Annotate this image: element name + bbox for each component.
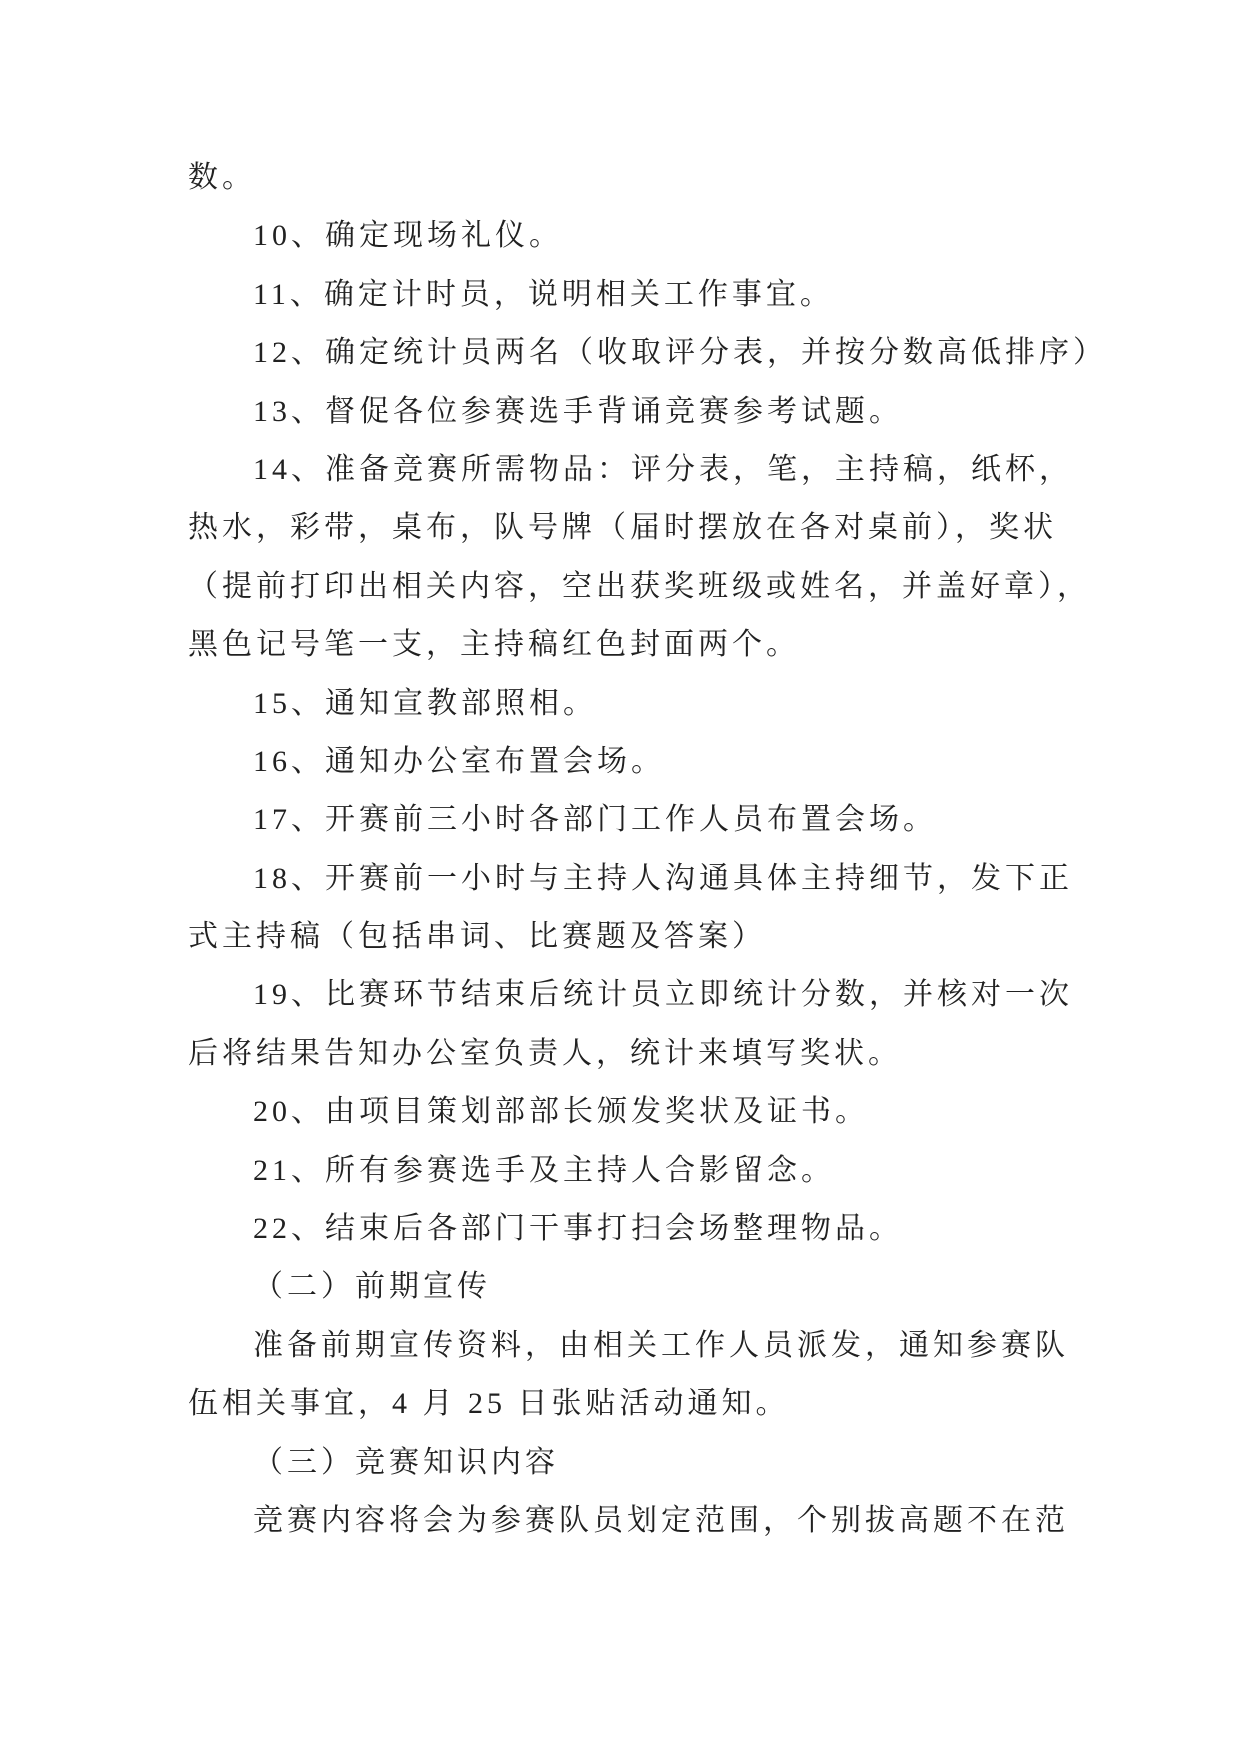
text-line: 21、所有参赛选手及主持人合影留念。 [253, 1153, 835, 1187]
text-line: 22、结束后各部门干事打扫会场整理物品。 [253, 1212, 903, 1246]
document-text-block [188, 149, 1107, 1550]
text-line: 20、由项目策划部部长颁发奖状及证书。 [253, 1095, 869, 1129]
text-line: 式主持稿（包括串词、比赛题及答案） [188, 920, 766, 954]
text-line: 热水，彩带，桌布，队号牌（届时摆放在各对桌前），奖状 [188, 511, 1057, 545]
text-line: 准备前期宣传资料，由相关工作人员派发，通知参赛队 [253, 1328, 1069, 1362]
text-line: 16、通知办公室布置会场。 [253, 744, 665, 778]
text-line: 伍相关事宜，4 月 25 日张贴活动通知。 [188, 1387, 790, 1421]
text-line: 18、开赛前一小时与主持人沟通具体主持细节，发下正 [253, 861, 1073, 895]
text-line: （二）前期宣传 [253, 1270, 491, 1304]
text-line: 10、确定现场礼仪。 [253, 219, 563, 253]
text-line: 12、确定统计员两名（收取评分表，并按分数高低排序） [253, 336, 1107, 370]
text-line: 15、通知宣教部照相。 [253, 686, 597, 720]
text-line: 14、准备竞赛所需物品：评分表，笔，主持稿，纸杯， [253, 452, 1073, 486]
text-line: （三）竞赛知识内容 [253, 1445, 559, 1479]
text-line: 19、比赛环节结束后统计员立即统计分数，并核对一次 [253, 978, 1073, 1012]
text-line: （提前打印出相关内容，空出获奖班级或姓名，并盖好章）， [188, 569, 1091, 603]
text-line: 竞赛内容将会为参赛队员划定范围，个别拔高题不在范 [253, 1503, 1069, 1537]
text-line: 数。 [188, 161, 256, 194]
text-line: 17、开赛前三小时各部门工作人员布置会场。 [253, 803, 937, 837]
text-line: 13、督促各位参赛选手背诵竞赛参考试题。 [253, 394, 903, 428]
text-line: 黑色记号笔一支，主持稿红色封面两个。 [188, 628, 800, 662]
text-line: 11、确定计时员，说明相关工作事宜。 [253, 277, 834, 311]
text-line: 后将结果告知办公室负责人，统计来填写奖状。 [188, 1036, 902, 1070]
